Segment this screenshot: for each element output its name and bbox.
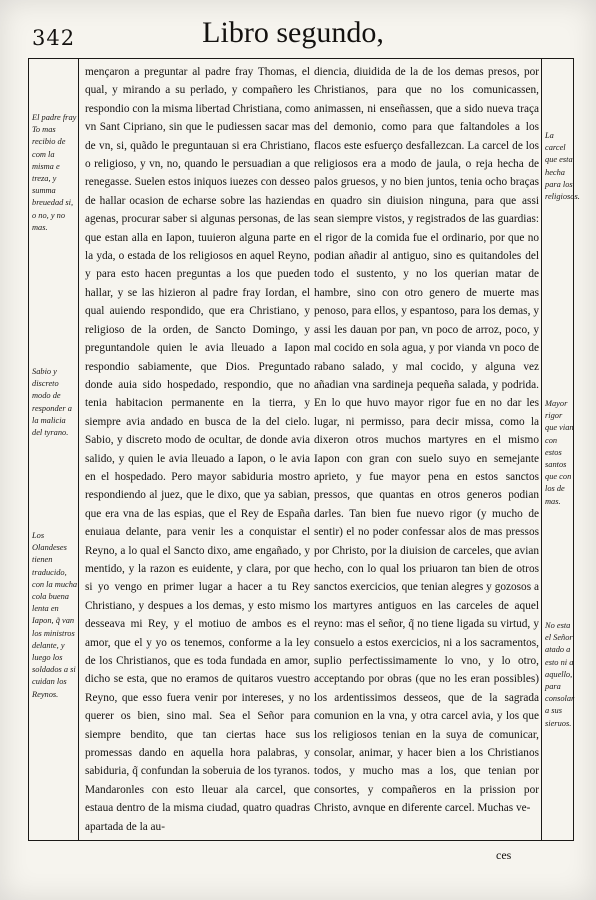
running-head: Libro segundo, [202,16,384,49]
catchword: ces [496,848,512,862]
page-number: 342 [32,26,76,50]
text-column-right [314,63,539,818]
column-text: diencia, diuidida de la de los demas presos, por Christianos, para que no los comunicassen, animassen, ni enseñassen, que a sido nueva traça del demonio, como para que faltandoles a los flacos este esfuerço desfallezcan. La carcel de los religiosos era a modo de jaula, o reja hecha de palos gruesos, y no bien juntos, tenia ocho braças en quadro sin diuision ninguna, para que assi sean siempre vistos, y registrados de las guardias: el rigor de la comida fue el ordinario, por que no podian añadir al antiguo, sino es quitandoles del todo el sustento, y no los querian matar de hambre, sino con otro genero de muerte mas penoso, para ellos, y espantoso, para los demas, y assi les dauan por pan, vn poco de arroz, poco, y mal cocido en sola agua, y por vianda vn poco de rabano salado, y mal cocido, y alguna vez añadian vna sardineja pequeña salada, y podrida. En lo que huvo mayor rigor fue en no dar les lugar, ni permisso, para decir missa, como la dixeron otros muchos martyres en el mismo Iapon con gran con suelo suyo en semejante aprieto, y fue mayor pena en estos sanctos pressos, que quantas en otros generos podian darles. Tan bien fue nuevo rigor (y mucho de sentir) el no poder confessar alos de mas pressos por Christo, por la diuision de carceles, que avian hecho, con lo qual los priuaron tan bien de otros sanctos exercicios, que tenian alegres y gozosos a los martyres antiguos en las carceles de aquel reyno: mas el señor, q̃ no tiene ligada su virtud, y consuelo a estos exercicios, ni a los sacramentos, suplio perfectissimamente lo vno, y lo otro, acceptando por obras (que no les eran possibles) los ardentissimos desseos, que de la sagrada comunion en la vna, y otra carcel avia, y los que los religiosos tenian en la suya de comunicar, consolar, animar, y hacer bien a los Christianos todos, y mucho mas a los, que tenian por consortes, y compañeros en la prission por Christo, avnque en diferente carcel. Muchas ve- [314,66,539,815]
text-column-left [85,63,310,836]
right-margin-rule [541,58,542,841]
column-text: mençaron a preguntar al padre fray Thomas, el qual, y mirando a su perlado, y compañero les respondio con la misma libertad Christiana, como vn Sant Cipriano, sin que le pudiessen sacar mas de vn, si, quãdo le preguntauan si era Christiano, o religioso, y vn, no, quando le persuadian a que renegasse. Suelen estos iniquos iuezes con desseo de hallar ocasion de echarse sobre las haziendas agenas, procurar saber si algunas personas, de las que estan alla en Iapon, tuuieron alguna parte en la yda, o estada de los religiosos en aquel Reyno, y para esto hacen preguntas a los que pueden hallar, y se las hizieron al padre fray Iordan, el qual auiendo respondido, que era Christiano, y religioso de la orden, de Sancto Domingo, y preguntandole quien le avia lleuado a Iapon respondio sabiamente, que Dios. Preguntado donde auia sido hospedado, respondio, que no tenia habitacion permanente en la tierra, y siempre avia andado en busca de la del cielo. Sabio, y discreto modo de ocultar, de donde avia salido, y quien le avia lleuado a Iapon, o le avia en el hospedado. Pero mayor sabiduria mostro respondiendo al juez, que le dixo, que ya sabian, que era vna de las espias, que el Rey de España enuiaua delante, para venir les a conquistar el Reyno, a lo qual el Sancto dixo, ame engañado, y mentido, y la razon es euidente, y clara, por que si yo vengo en primer lugar a hacer a tu Rey Christiano, y despues a los demas, y esto mismo desseava mi Rey, y el motiuo de ambos es el amor, que el y yo os tenemos, conforme a la ley de los Christianos, que es toda fundada en amor, dicho se esta, que no eramos de quitaros vuestro Reyno, que esso fuera venir por intereses, y no querer os bien, sino mal. Sea el Señor para siempre bendito, que tan ciertas hace sus promessas dando en aquella hora palabras, y sabiduria, q̃ confundan la soberuia de los tyranos. Mandaronles con esto lleuar ala carcel, que estaua dentro de la misma ciudad, quatro quadras apartada de la au- [85,66,310,833]
margin-note-left: Los Olandeses tienen traducido, con la mucha cola buena lenta en Iapon, q̃ van los ministros delante, y luego los soldados a si cuidan los Reynos. [32,531,78,699]
page-header [30,14,556,54]
margin-note-right: La carcel que esta hecha para los religiosos. [545,131,580,202]
margin-note-left: Sabio y discreto modo de responder a la malicia del tyrano. [32,367,72,438]
margin-note-right: Mayor rigor que vian con estos santos que con los de mas. [545,399,574,506]
margin-note-left: El padre fray To mas recibio de com la misma e treza, y summa breuedad si, o no, y no mas. [32,113,77,232]
margin-note-right: No esta el Señor atado a esto ni a aquello, para consolar a sus sieruos. [545,621,575,728]
left-margin-rule [78,58,79,841]
